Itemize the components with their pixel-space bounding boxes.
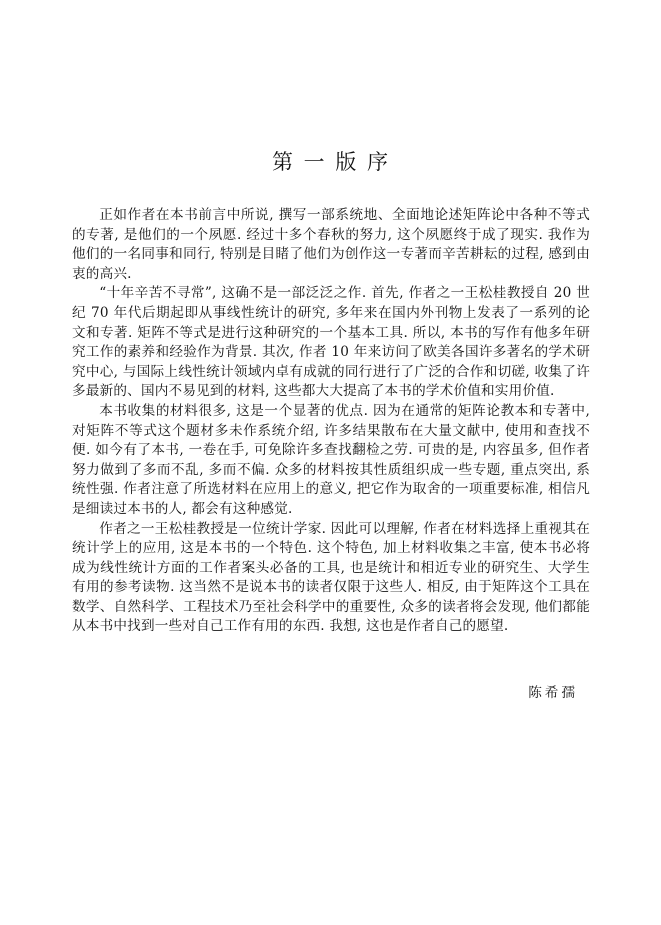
paragraph: 正如作者在本书前言中所说, 撰写一部系统地、全面地论述矩阵论中各种不等式的专著, 是他们的一个夙愿. 经过十多个春秋的努力, 这个夙愿终于成了现实. 我作为他们的一名同事和同行, 特别是目睹了他们为创作这一专著而辛苦耕耘的过程, 感到由衷的高兴. (72, 207, 590, 282)
preface-body (72, 206, 590, 637)
paragraph: “十年辛苦不寻常”, 这确不是一部泛泛之作. 首先, 作者之一王松桂教授自 20 世纪 70 年代后期起即从事线性统计的研究, 多年来在国内外刊物上发表了一系列的论文和专著. 矩阵不等式是进行这种研究的一个基本工具. 所以, 本书的写作有他多年研究工作的素养和经验作为背景. 其次, 作者 10 年来访问了欧美各国许多著名的学术研究中心, 与国际上线性统计领域内卓有成就的同行进行了广泛的合作和切磋, 收集了许多最新的、国内不易见到的材料, 这些都大大提高了本书的学术价值和实用价值. (72, 285, 590, 400)
page-title: 第 一 版 序 (271, 150, 391, 174)
paragraph: 作者之一王松桂教授是一位统计学家. 因此可以理解, 作者在材料选择上重视其在统计学上的应用, 这是本书的一个特色. 这个特色, 加上材料收集之丰富, 使本书必将成为线性统计方面的工作者案头必备的工具, 也是统计和相近专业的研究生、大学生有用的参考读物. 这当然不是说本书的读者仅限于这些人. 相反, 由于矩阵这个工具在数学、自然科学、工程技术乃至社会科学中的重要性, 众多的读者将会发现, 他们都能从本书中找到一些对自己工作有用的东西. 我想, 这也是作者自己的愿望. (72, 520, 590, 635)
paragraph: 本书收集的材料很多, 这是一个显著的优点. 因为在通常的矩阵论教本和专著中, 对矩阵不等式这个题材多未作系统介绍, 许多结果散布在大量文献中, 使用和查找不便. 如今有了本书, 一卷在手, 可免除许多查找翻检之劳. 可贵的是, 内容虽多, 但作者努力做到了多而不乱, 多而不偏. 众多的材料按其性质组织成一些专题, 重点突出, 系统性强. 作者注意了所选材料在应用上的意义, 把它作为取舍的一项重要标准, 相信凡是细读过本书的人, 都会有这种感觉. (72, 402, 590, 517)
author-signature: 陈希孺 (528, 685, 578, 702)
